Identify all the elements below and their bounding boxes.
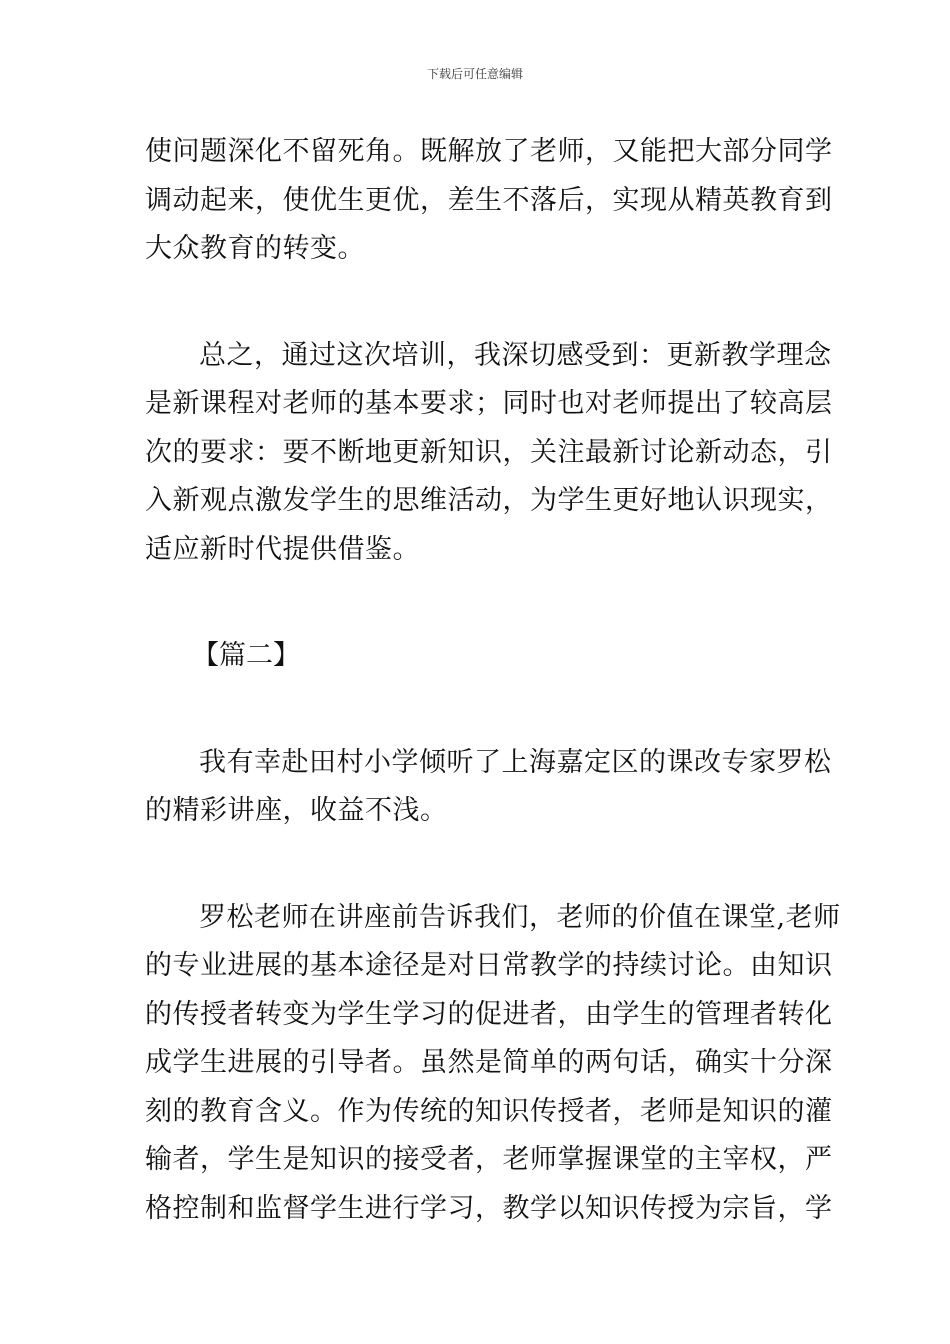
- text-line: 适应新时代提供借鉴。: [145, 533, 420, 565]
- text-line: 大众教育的转变。: [145, 233, 365, 264]
- text-line: 总之，通过这次培训，我深切感受到：更新教学理念: [199, 339, 832, 371]
- paragraph: [145, 739, 832, 836]
- page-header: 下载后可任意编辑: [426, 67, 523, 81]
- text-line: 调动起来，使优生更优，差生不落后，实现从精英教育到: [145, 184, 833, 216]
- paragraph: [145, 128, 833, 274]
- document-body: [145, 128, 841, 1233]
- text-line: 我有幸赴田村小学倾听了上海嘉定区的课改专家罗松: [199, 746, 832, 778]
- text-line: 的传授者转变为学生学习的促进者，由学生的管理者转化: [145, 998, 833, 1030]
- paragraph: [145, 332, 833, 575]
- text-line: 格控制和监督学生进行学习，教学以知识传授为宗旨，学: [145, 1192, 833, 1224]
- text-line: 的精彩讲座，收益不浅。: [145, 795, 448, 826]
- text-line: 是新课程对老师的基本要求；同时也对老师提出了较高层: [145, 388, 833, 419]
- paragraph: [145, 894, 841, 1234]
- text-line: 入新观点激发学生的思维活动，为学生更好地认识现实，: [145, 485, 833, 516]
- text-line: 刻的教育含义。作为传统的知识传授者，老师是知识的灌: [145, 1095, 833, 1127]
- text-line: 使问题深化不留死角。既解放了老师，又能把大部分同学: [145, 136, 833, 167]
- text-line: 输者，学生是知识的接受者，老师掌握课堂的主宰权，严: [145, 1144, 833, 1175]
- text-line: 次的要求：要不断地更新知识，关注最新讨论新动态，引: [145, 436, 833, 468]
- text-line: 的专业进展的基本途径是对日常教学的持续讨论。由知识: [145, 950, 833, 981]
- text-line: 成学生进展的引导者。虽然是简单的两句话，确实十分深: [145, 1047, 833, 1078]
- text-line: 罗松老师在讲座前告诉我们，老师的价值在课堂,老师: [199, 901, 841, 933]
- section-heading: 【篇二】: [192, 640, 300, 671]
